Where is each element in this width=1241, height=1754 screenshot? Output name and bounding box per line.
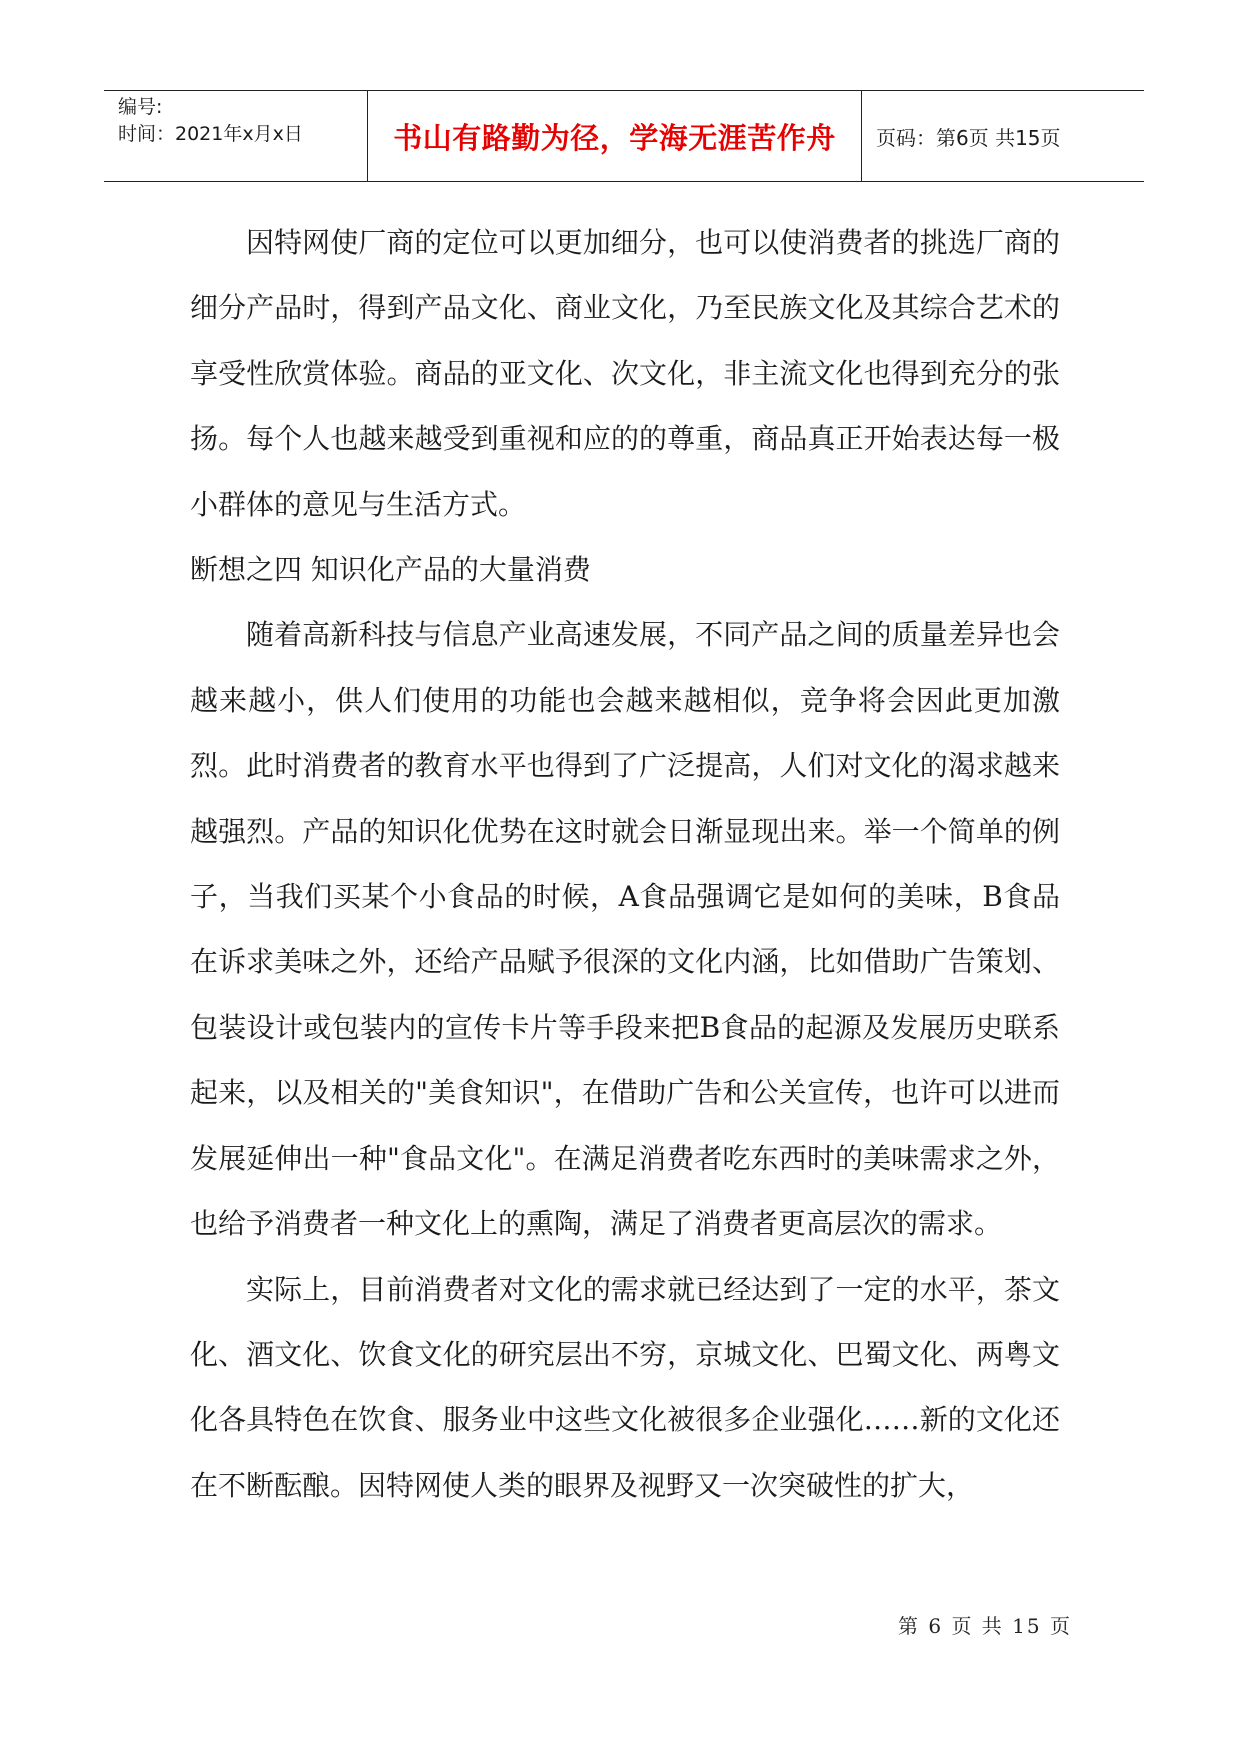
body-paragraph: 因特网使厂商的定位可以更加细分，也可以使消费者的挑选厂商的细分产品时，得到产品文化、商业文化，乃至民族文化及其综合艺术的享受性欣赏体验。商品的亚文化、次文化，非主流文化也得到充分的张扬。每个人也越来越受到重视和应的的尊重，商品真正开始表达每一极小群体的意见与生活方式。 [190, 226, 1060, 521]
header-page-code: 页码：第6页 共15页 [876, 125, 1061, 150]
section-heading: 断想之四 知识化产品的大量消费 [190, 553, 591, 587]
doc-date-label: 时间：2021年x月x日 [118, 123, 303, 145]
header-motto: 书山有路勤为径，学海无涯苦作舟 [368, 91, 862, 181]
document-body [190, 210, 1060, 1518]
body-paragraph: 随着高新科技与信息产业高速发展，不同产品之间的质量差异也会越来越小，供人们使用的功能也会越来越相似，竞争将会因此更加激烈。此时消费者的教育水平也得到了广泛提高，人们对文化的渴求越来越强烈。产品的知识化优势在这时就会日渐显现出来。举一个简单的例子，当我们买某个小食品的时候，A食品强调它是如何的美味，B食品在诉求美味之外，还给产品赋予很深的文化内涵，比如借助广告策划、包装设计或包装内的宣传卡片等手段来把B食品的起源及发展历史联系起来，以及相关的"美食知识"，在借助广告和公关宣传，也许可以进而发展延伸出一种"食品文化"。在满足消费者吃东西时的美味需求之外，也给予消费者一种文化上的熏陶，满足了消费者更高层次的需求。 [190, 618, 1060, 1241]
page-header [104, 90, 1144, 182]
doc-number-label: 编号: [118, 96, 163, 118]
header-meta [104, 91, 368, 181]
body-paragraph: 实际上，目前消费者对文化的需求就已经达到了一定的水平，茶文化、酒文化、饮食文化的研究层出不穷，京城文化、巴蜀文化、两粤文化各具特色在饮食、服务业中这些文化被很多企业强化……新的文化还在不断酝酿。因特网使人类的眼界及视野又一次突破性的扩大， [190, 1272, 1060, 1502]
page-footer: 第 6 页 共 15 页 [898, 1614, 1072, 1638]
